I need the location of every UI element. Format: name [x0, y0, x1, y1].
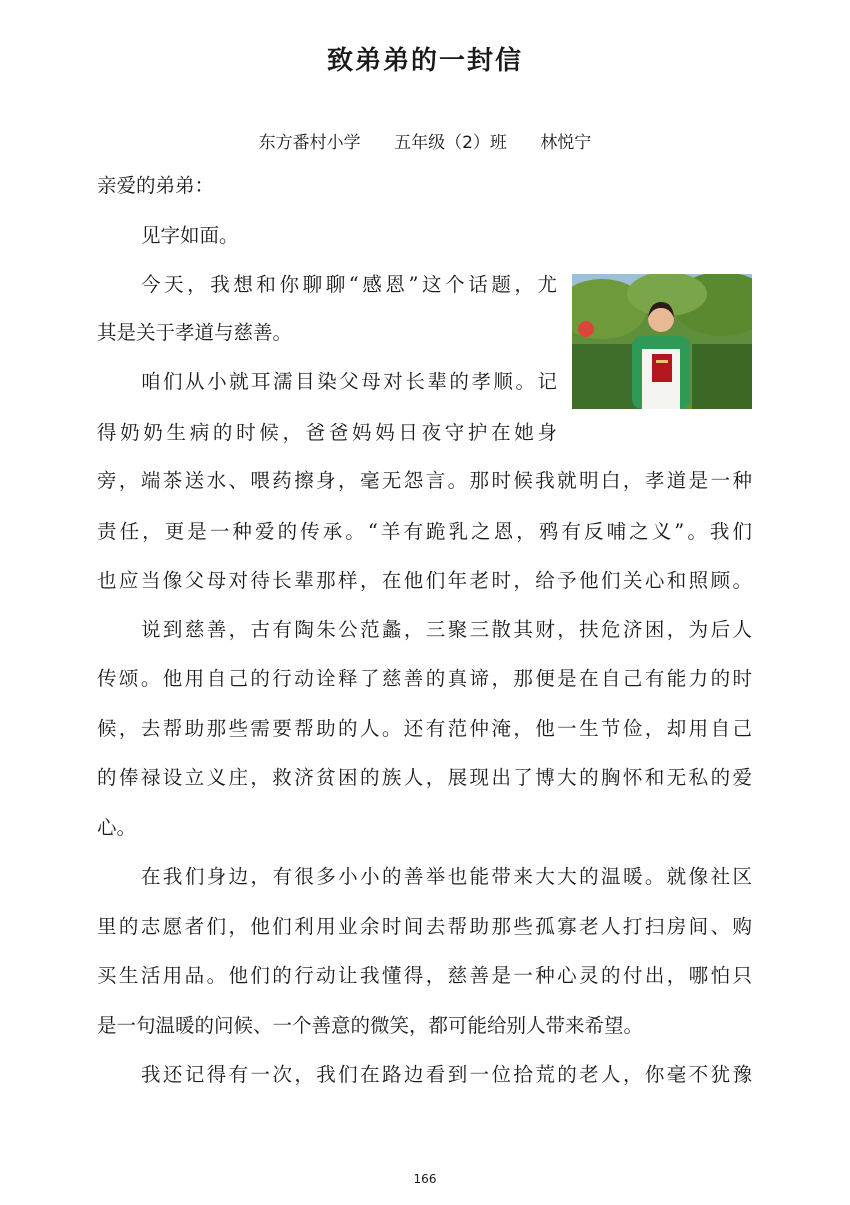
text-line: 见字如面。: [141, 224, 239, 247]
text-line: 是一句温暖的问候、一个善意的微笑，都可能给别人带来希望。: [97, 1014, 644, 1037]
text-line: 咱们从小就耳濡目染父母对长辈的孝顺。记: [141, 370, 557, 393]
byline: [0, 128, 850, 153]
text-line: 责任，更是一种爱的传承。“羊有跪乳之恩，鸦有反哺之义”。我们: [97, 520, 752, 543]
text-line: 得奶奶生病的时候，爸爸妈妈日夜守护在她身: [97, 421, 557, 444]
text-line: 买生活用品。他们的行动让我懂得，慈善是一种心灵的付出，哪怕只: [97, 964, 752, 987]
page-number: 166: [413, 1172, 437, 1186]
greeting-line: 亲爱的弟弟：: [97, 174, 215, 197]
author-photo-illustration: [572, 274, 752, 409]
text-line: 其是关于孝道与慈善。: [97, 321, 293, 344]
text-line: 旁，端茶送水、喂药擦身，毫无怨言。那时候我就明白，孝道是一种: [97, 469, 752, 492]
class-name: 五年级（2）班: [394, 133, 507, 153]
school-name: 东方番村小学: [258, 133, 361, 153]
text-line: 的俸禄设立义庄，救济贫困的族人，展现出了博大的胸怀和无私的爱: [97, 766, 752, 789]
text-line: 我还记得有一次，我们在路边看到一位拾荒的老人，你毫不犹豫: [141, 1063, 752, 1086]
text-line: 传颂。他用自己的行动诠释了慈善的真谛，那便是在自己有能力的时: [97, 667, 752, 690]
author-photo: [572, 274, 752, 409]
letter-title: 致弟弟的一封信: [326, 46, 523, 76]
text-line: 里的志愿者们，他们利用业余时间去帮助那些孤寡老人打扫房间、购: [97, 915, 752, 938]
text-line: 也应当像父母对待长辈那样，在他们年老时，给予他们关心和照顾。: [97, 569, 752, 592]
text-line: 说到慈善，古有陶朱公范蠡，三聚三散其财，扶危济困，为后人: [141, 618, 752, 641]
author-name: 林悦宁: [540, 133, 592, 153]
text-line: 今天，我想和你聊聊“感恩”这个话题，尤: [141, 273, 557, 296]
text-line: 在我们身边，有很多小小的善举也能带来大大的温暖。就像社区: [141, 865, 752, 888]
text-line: 候，去帮助那些需要帮助的人。还有范仲淹，他一生节俭，却用自己: [97, 717, 752, 740]
text-line: 心。: [97, 816, 137, 839]
